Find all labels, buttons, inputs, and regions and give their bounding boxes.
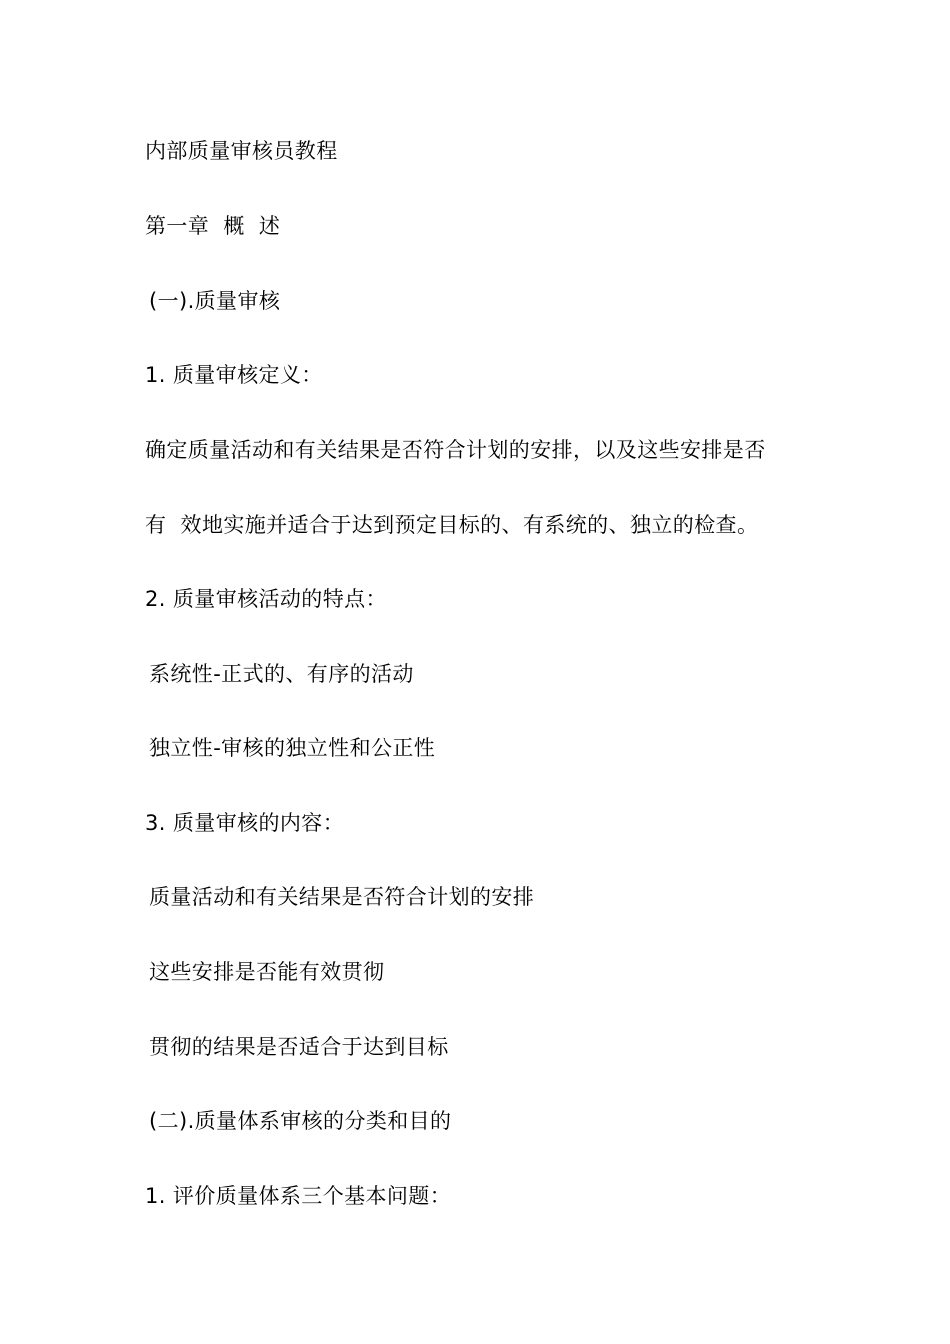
list-item: 贯彻的结果是否适合于达到目标	[149, 1035, 449, 1059]
list-item: 这些安排是否能有效贯彻	[149, 960, 385, 984]
paragraph-line-2: 有 效地实施并适合于达到预定目标的、有系统的、独立的检查。	[145, 513, 759, 537]
section-heading-2: (二).质量体系审核的分类和目的	[149, 1109, 452, 1133]
list-item: 质量活动和有关结果是否符合计划的安排	[149, 885, 535, 909]
document-title: 内部质量审核员教程	[145, 139, 338, 163]
section-heading-1: (一).质量审核	[149, 289, 281, 313]
list-item: 独立性-审核的独立性和公正性	[149, 736, 436, 760]
paragraph-line-1: 确定质量活动和有关结果是否符合计划的安排，以及这些安排是否	[145, 438, 766, 462]
item-heading-4: 1. 评价质量体系三个基本问题：	[145, 1184, 452, 1208]
chapter-heading: 第一章 概 述	[145, 214, 281, 238]
list-item: 系统性-正式的、有序的活动	[149, 662, 414, 686]
item-heading-3: 3. 质量审核的内容：	[145, 811, 345, 835]
item-heading-1: 1. 质量审核定义：	[145, 363, 323, 387]
item-heading-2: 2. 质量审核活动的特点：	[145, 587, 387, 611]
